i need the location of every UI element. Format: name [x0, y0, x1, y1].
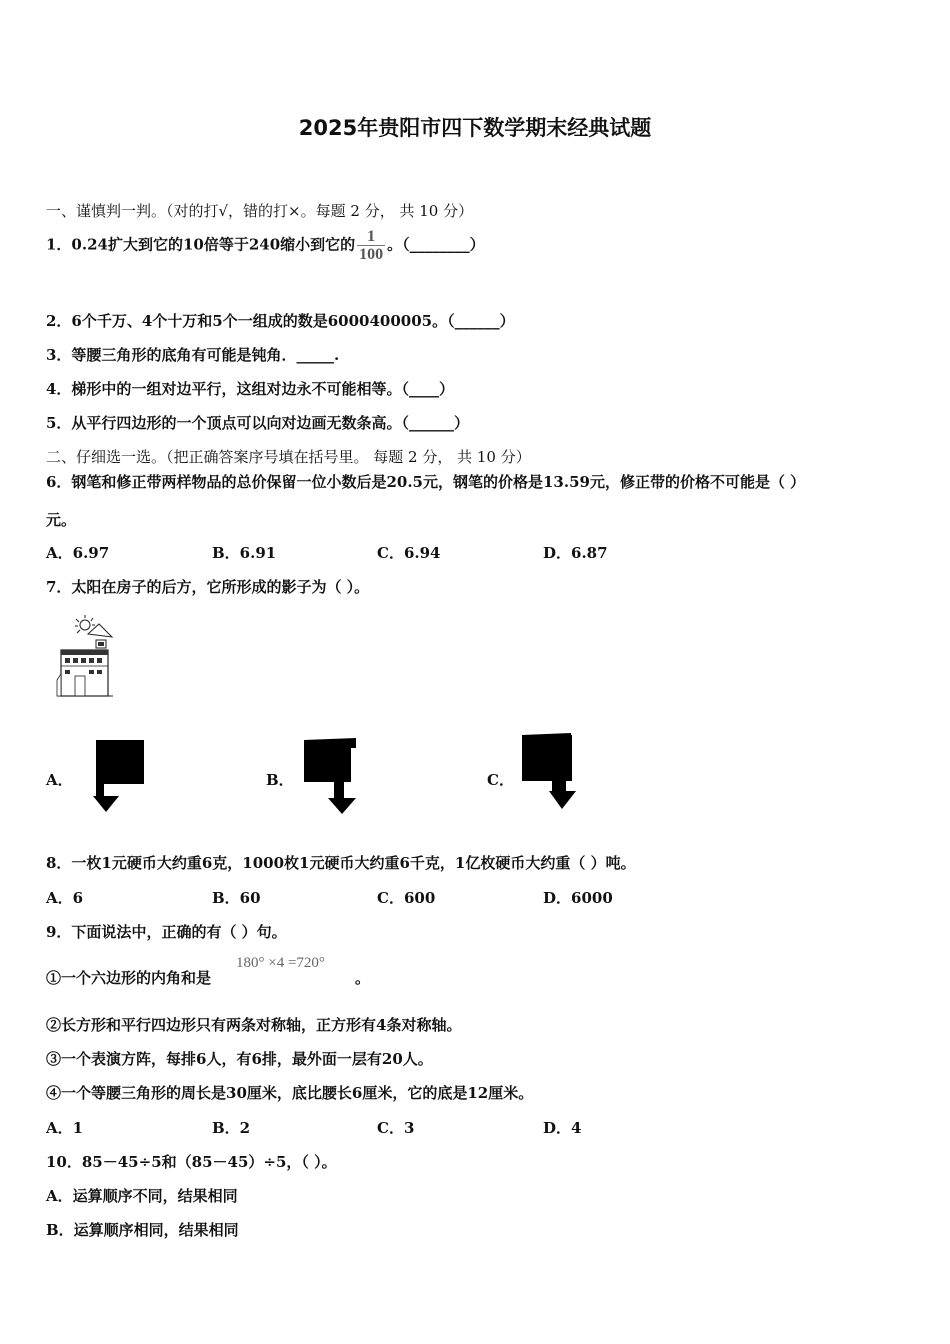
house-sun-illustration [55, 614, 117, 698]
q6-option-c[interactable]: C．6.94 [377, 544, 441, 562]
question-6: 6．钢笔和修正带两样物品的总价保留一位小数后是20.5元，钢笔的价格是13.59元，修正带的价格不可能是（ ） [46, 473, 806, 491]
question-8: 8．一枚1元硬币大约重6克，1000枚1元硬币大约重6千克，1亿枚硬币大约重（ ）吨。 [46, 854, 636, 872]
question-10: 10．85－45÷5和（85－45）÷5，（ ）。 [46, 1153, 337, 1171]
question-7: 7．太阳在房子的后方，它所形成的影子为（ ）。 [46, 578, 370, 596]
question-9: 9．下面说法中，正确的有（ ）句。 [46, 923, 287, 941]
q9-s1-text: ①一个六边形的内角和是 [46, 969, 212, 987]
q9-statement-1 [46, 968, 211, 988]
q9-statement-3: ③一个表演方阵，每排6人，有6排，最外面一层有20人。 [46, 1050, 433, 1068]
shadow-option-a-icon[interactable] [93, 740, 145, 814]
question-2: 2．6个千万、4个十万和5个一组成的数是6000400005。（______） [46, 312, 515, 330]
q6-option-d[interactable]: D．6.87 [543, 544, 608, 562]
question-4: 4．梯形中的一组对边平行，这组对边永不可能相等。（____） [46, 380, 454, 398]
q6-option-b[interactable]: B．6.91 [212, 544, 277, 562]
q9-statement-4: ④一个等腰三角形的周长是30厘米，底比腰长6厘米，它的底是12厘米。 [46, 1084, 534, 1102]
question-1 [46, 228, 485, 263]
question-5: 5．从平行四边形的一个顶点可以向对边画无数条高。（______） [46, 414, 469, 432]
q7-option-c[interactable]: C． [487, 771, 514, 789]
page-title: 2025年贵阳市四下数学期末经典试题 [298, 116, 652, 140]
q7-option-b[interactable]: B． [266, 771, 294, 789]
q10-option-b[interactable]: B．运算顺序相同，结果相同 [46, 1221, 239, 1239]
q9-option-b[interactable]: B．2 [212, 1119, 251, 1137]
question-6-cont: 元。 [46, 511, 77, 529]
question-3: 3．等腰三角形的底角有可能是钝角．_____. [46, 346, 340, 364]
q7-option-a[interactable]: A． [46, 771, 73, 789]
q1-text: 1．0.24扩大到它的10倍等于240缩小到它的 [46, 235, 356, 254]
q8-option-b[interactable]: B．60 [212, 889, 261, 907]
section2-heading: 二、仔细选一选。（把正确答案序号填在括号里。 每题 2 分， 共 10 分） [46, 448, 531, 466]
q6-option-a[interactable]: A．6.97 [46, 544, 110, 562]
fraction-numerator: 1 [367, 228, 376, 245]
fraction-denominator: 100 [359, 246, 384, 263]
q9-s1-formula: 180° ×4 =720° [236, 955, 325, 971]
section1-heading: 一、谨慎判一判。（对的打√，错的打×。每题 2 分， 共 10 分） [46, 202, 474, 220]
q8-option-c[interactable]: C．600 [377, 889, 436, 907]
q8-option-d[interactable]: D．6000 [543, 889, 613, 907]
q8-option-a[interactable]: A．6 [46, 889, 84, 907]
shadow-option-b-icon[interactable] [302, 738, 362, 816]
q9-statement-2: ②长方形和平行四边形只有两条对称轴，正方形有4条对称轴。 [46, 1016, 462, 1034]
q9-option-a[interactable]: A．1 [46, 1119, 84, 1137]
fraction-1-100 [357, 228, 385, 263]
q9-option-d[interactable]: D．4 [543, 1119, 582, 1137]
q1-blank: 。（________） [387, 235, 485, 254]
q9-s1-period: 。 [355, 969, 371, 987]
q9-option-c[interactable]: C．3 [377, 1119, 415, 1137]
shadow-option-c-icon[interactable] [520, 733, 580, 811]
q10-option-a[interactable]: A．运算顺序不同，结果相同 [46, 1187, 238, 1205]
